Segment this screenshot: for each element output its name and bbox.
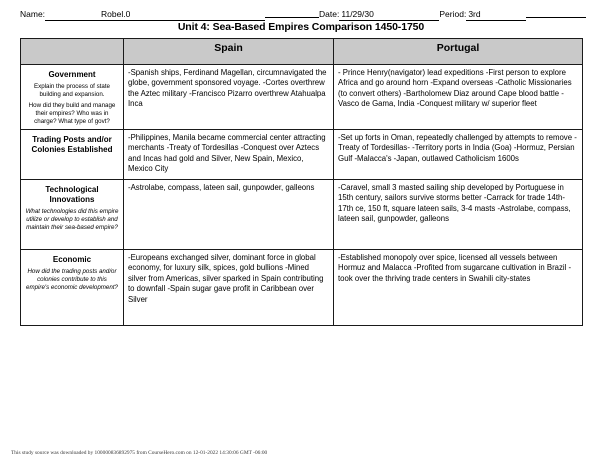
- period-label: Period:: [439, 9, 467, 19]
- category-title: Trading Posts and/or Colonies Established: [31, 135, 113, 154]
- table-row: [21, 250, 583, 326]
- cell-tech-spain[interactable]: -Astrolabe, compass, lateen sail, gunpowder, galleons: [124, 180, 334, 250]
- info-rule-2: [526, 5, 586, 18]
- date-field-group: [319, 9, 439, 21]
- student-info-line: [20, 5, 582, 19]
- table-header-row: [21, 39, 583, 65]
- cell-government-portugal[interactable]: - Prince Henry(navigator) lead expeditions -First person to explore Africa and go around horn -Expand overseas -Catholic Missionaries (to convert others) -Bartholomew Diaz around Cape blood battle -Vasco de Gama, India -Conquest military w/ superior fleet: [334, 65, 583, 130]
- column-header-spain: Spain: [124, 39, 334, 65]
- column-header-portugal: Portugal: [334, 39, 583, 65]
- category-subtext-1: How did the trading posts and/or colonies contribute to this empire's economic development?: [26, 268, 118, 291]
- table-row: [21, 130, 583, 180]
- category-title: Economic: [52, 255, 92, 264]
- table-body: [21, 65, 583, 326]
- category-subtext-1: What technologies did this empire utilize or develop to establish and maintain their sea-based empire?: [25, 208, 119, 231]
- page-title: Unit 4: Sea-Based Empires Comparison 1450-1750: [177, 21, 425, 33]
- empires-comparison-table: [20, 38, 583, 326]
- category-subtext-2: How did they build and manage their empires? Who was in charge? What type of govt?: [28, 102, 116, 125]
- category-title: Technological Innovations: [45, 185, 99, 204]
- cell-economic-spain[interactable]: -Europeans exchanged silver, dominant force in global economy, for luxury silk, spices, gold bullions -Mined silver from Americas, silver sparked in Spain contributing to downfall -Spain sugar gave profit in Caribbean over Silver: [124, 250, 334, 326]
- name-label: Name:: [20, 9, 46, 19]
- table-row: [21, 65, 583, 130]
- cell-economic-portugal[interactable]: -Established monopoly over spice, licensed all vessels between Hormuz and Malacca -Profited from sugarcane cultivation in Brazil -took over the thriving trade centers in Swahili city-states: [334, 250, 583, 326]
- row-label-technological-innovations: [21, 180, 124, 250]
- cell-trading-spain[interactable]: -Philippines, Manila became commercial center attracting merchants -Treaty of Tordesillas -Conquest over Aztecs and Incas had gold and Silver, New Spain, Mexico, Mexico City: [124, 130, 334, 180]
- cell-government-spain[interactable]: -Spanish ships, Ferdinand Magellan, circumnavigated the globe, government sponsored voyage. -Cortes overthrew the Aztec military -Francisco Pizarro overthrew Atahualpa Inca: [124, 65, 334, 130]
- info-rule-1: [265, 5, 319, 18]
- date-label: Date:: [319, 9, 340, 19]
- cell-trading-portugal[interactable]: -Set up forts in Oman, repeatedly challenged by attempts to remove -Treaty of Tordesillas- -Territory ports in India (Goa) -Hormuz, Persian Gulf -Malacca's -Japan, outlawed Catholicism 1600s: [334, 130, 583, 180]
- row-label-economic: [21, 250, 124, 326]
- column-header-category: [21, 39, 124, 65]
- category-title: Government: [48, 70, 96, 79]
- period-input[interactable]: 3rd: [466, 9, 526, 21]
- row-label-trading-posts: [21, 130, 124, 180]
- row-label-government: [21, 65, 124, 130]
- cell-tech-portugal[interactable]: -Caravel, small 3 masted sailing ship developed by Portuguese in 15th century, sailors survive storms better -Carrack for trade 14th-17th ce, 150 ft, square lateen sails, 3-4 masts -Astrolabe, compass, lateen sail, gunpowder, galleons: [334, 180, 583, 250]
- category-subtext-1: Explain the process of state building and expansion.: [33, 83, 110, 98]
- name-field-group: [20, 9, 265, 21]
- table-head: [21, 39, 583, 65]
- name-input[interactable]: Robel.0: [45, 9, 265, 21]
- table-row: [21, 180, 583, 250]
- date-input[interactable]: 11/29/30: [339, 9, 439, 21]
- download-watermark: This study source was downloaded by 100000836892975 from CourseHero.com on 12-01-2022 14:30:06 GMT -06:00: [11, 450, 268, 456]
- period-field-group: [439, 9, 526, 21]
